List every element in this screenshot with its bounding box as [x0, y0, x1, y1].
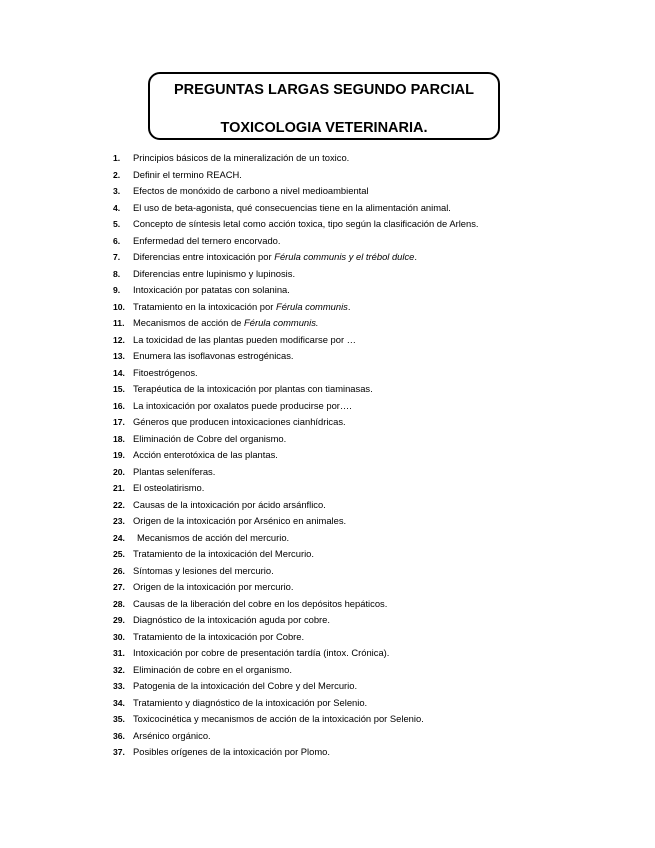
- question-number: 6.: [113, 235, 121, 246]
- question-number: 18.: [113, 433, 125, 444]
- species-name: Férula communis y el trébol dulce: [274, 251, 415, 262]
- question-text: Posibles orígenes de la intoxicación por Plomo.: [133, 746, 330, 757]
- question-number: 20.: [113, 466, 125, 477]
- question-number: 4.: [113, 202, 121, 213]
- question-text: Fitoestrógenos.: [133, 366, 198, 378]
- question-number: 22.: [113, 499, 125, 510]
- question-number: 8.: [113, 268, 121, 279]
- question-number: 15.: [113, 384, 125, 394]
- question-number: 9.: [113, 285, 121, 295]
- question-text: Mecanismos de acción del mercurio.: [137, 531, 290, 543]
- question-text: Principios básicos de la mineralización de un toxico.: [133, 152, 350, 163]
- question-number: 17.: [113, 417, 125, 427]
- question-number: 24.: [113, 532, 125, 543]
- title-box: [148, 72, 500, 140]
- question-number: 30.: [113, 631, 125, 642]
- question-number: 2.: [113, 169, 121, 180]
- question-text: La toxicidad de las plantas pueden modificarse por …: [133, 333, 357, 345]
- question-text: Géneros que producen intoxicaciones cianhídricas.: [133, 416, 346, 427]
- question-number: 28.: [113, 598, 125, 609]
- question-text: Origen de la intoxicación por mercurio.: [133, 581, 294, 592]
- question-number: 16.: [113, 400, 125, 411]
- question-text: Patogenia de la intoxicación del Cobre y del Mercurio.: [133, 680, 358, 691]
- question-text: Diferencias entre intoxicación por Férula communis y el trébol dulce.: [133, 251, 417, 262]
- question-number: 33.: [113, 681, 125, 691]
- question-number: 36.: [113, 730, 125, 741]
- question-text: El uso de beta-agonista, qué consecuencias tiene en la alimentación animal.: [133, 201, 451, 213]
- question-number: 37.: [113, 747, 125, 757]
- question-number: 10.: [113, 301, 125, 312]
- question-text: Tratamiento de la intoxicación del Mercurio.: [133, 548, 314, 559]
- question-text: Diferencias entre lupinismo y lupinosis.: [133, 267, 296, 279]
- question-text: Plantas seleníferas.: [133, 465, 216, 477]
- question-text: Intoxicación por cobre de presentación tardía (intox. Crónica).: [133, 647, 390, 658]
- question-text: Intoxicación por patatas con solanina.: [133, 284, 290, 295]
- question-text: Origen de la intoxicación por Arsénico en animales.: [133, 515, 347, 526]
- question-text: Síntomas y lesiones del mercurio.: [133, 564, 274, 576]
- question-number: 12.: [113, 334, 125, 345]
- question-number: 21.: [113, 483, 125, 493]
- question-text: Tratamiento de la intoxicación por Cobre.: [133, 630, 305, 642]
- question-text: Terapéutica de la intoxicación por plantas con tiaminasas.: [133, 383, 373, 394]
- question-text: Causas de la liberación del cobre en los depósitos hepáticos.: [133, 597, 388, 609]
- question-text: Tratamiento y diagnóstico de la intoxicación por Selenio.: [133, 696, 368, 708]
- question-text: Eliminación de Cobre del organismo.: [133, 432, 287, 444]
- question-text: El osteolatirismo.: [133, 482, 205, 493]
- question-text: Tratamiento en la intoxicación por Férula communis.: [133, 300, 351, 312]
- species-name: Férula communis: [275, 300, 348, 312]
- question-text: Causas de la intoxicación por ácido arsánflico.: [133, 498, 326, 510]
- question-number: 13.: [113, 351, 125, 361]
- question-text: Mecanismos de acción de Férula communis.: [133, 317, 319, 328]
- question-number: 5.: [113, 219, 121, 229]
- question-text: Arsénico orgánico.: [133, 729, 211, 741]
- question-number: 34.: [113, 697, 125, 708]
- species-name: Férula communis.: [244, 317, 319, 328]
- question-number: 11.: [113, 318, 125, 328]
- question-number: 3.: [113, 186, 121, 196]
- question-text: Eliminación de cobre en el organismo.: [133, 663, 292, 675]
- question-number: 25.: [113, 549, 125, 559]
- question-number: 23.: [113, 516, 125, 526]
- question-number: 29.: [113, 615, 125, 625]
- question-text: Definir el termino REACH.: [133, 168, 242, 180]
- question-text: Acción enterotóxica de las plantas.: [133, 449, 278, 460]
- question-number: 26.: [113, 565, 125, 576]
- question-number: 31.: [113, 648, 125, 658]
- question-number: 19.: [113, 450, 125, 460]
- question-text: Enumera las isoflavonas estrogénicas.: [133, 350, 294, 361]
- question-number: 14.: [113, 367, 125, 378]
- question-number: 1.: [113, 153, 121, 163]
- question-text: Concepto de síntesis letal como acción toxica, tipo según la clasificación de Arlens.: [133, 218, 479, 229]
- page-title-line-1: PREGUNTAS LARGAS SEGUNDO PARCIAL: [174, 82, 474, 98]
- question-number: 35.: [113, 714, 125, 724]
- question-text: Diagnóstico de la intoxicación aguda por cobre.: [133, 614, 330, 625]
- question-text: Efectos de monóxido de carbono a nivel medioambiental: [133, 185, 369, 196]
- question-number: 32.: [113, 664, 125, 675]
- question-number: 27.: [113, 582, 125, 592]
- question-text: Toxicocinética y mecanismos de acción de la intoxicación por Selenio.: [133, 713, 424, 724]
- question-number: 7.: [113, 252, 121, 262]
- question-text: Enfermedad del ternero encorvado.: [133, 234, 281, 246]
- question-text: La intoxicación por oxalatos puede producirse por….: [133, 399, 352, 411]
- page-title-line-2: TOXICOLOGIA VETERINARIA.: [220, 120, 428, 136]
